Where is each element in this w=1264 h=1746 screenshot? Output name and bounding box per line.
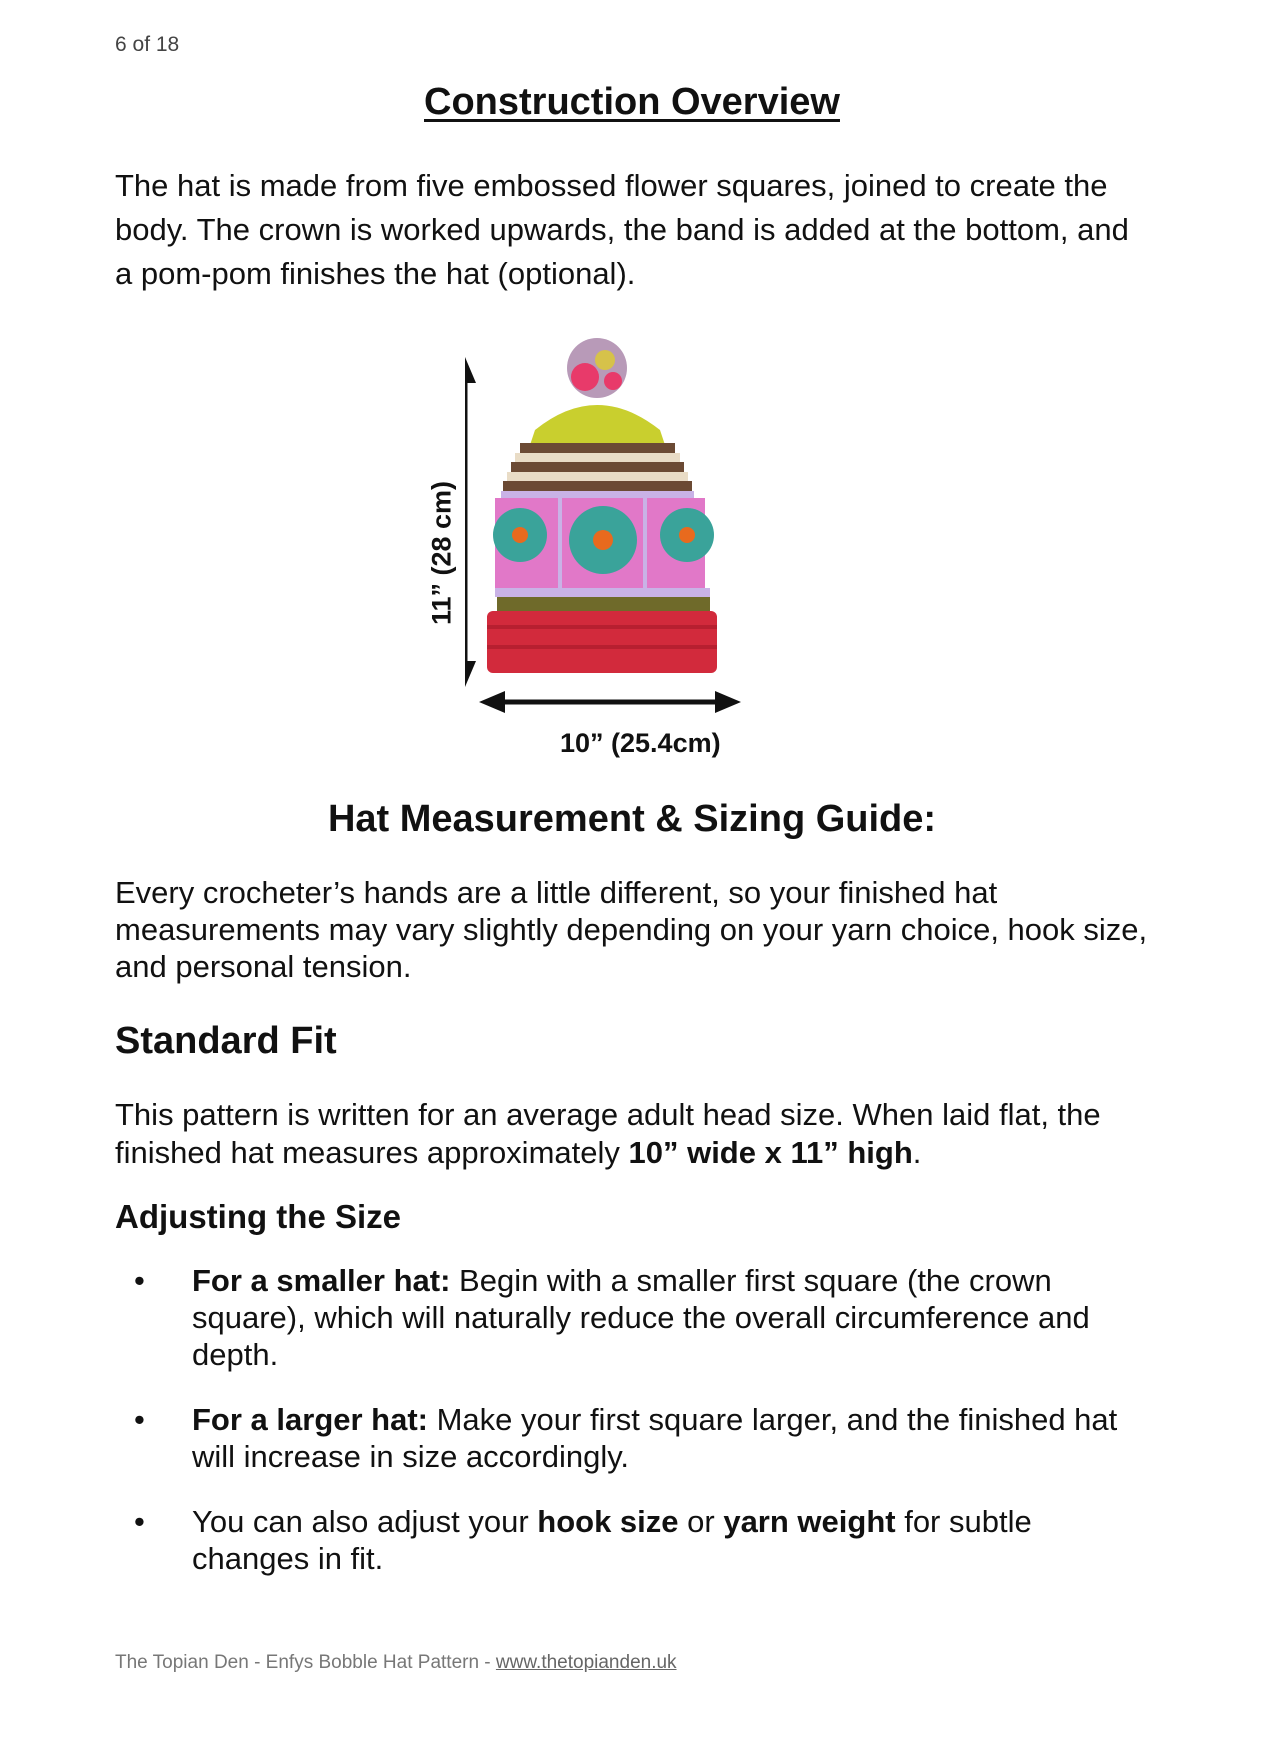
height-label: 11” (28 cm)	[426, 480, 457, 626]
sizing-guide-text: Every crocheter’s hands are a little different, so your finished hat measurements may vary slightly depending on your yarn choice, hook size, and personal tension.	[115, 875, 1148, 984]
standard-fit-text-b: .	[912, 1135, 922, 1170]
adjusting-size-heading: Adjusting the Size	[115, 1198, 402, 1235]
flower-squares	[493, 498, 714, 588]
bullet-icon: •	[134, 1402, 145, 1437]
hat-drawing	[465, 335, 810, 770]
width-label: 10” (25.4cm)	[560, 728, 721, 758]
sizing-guide-heading: Hat Measurement & Sizing Guide:	[327, 798, 937, 840]
yarn-weight-label: yarn weight	[723, 1504, 896, 1539]
bullet-icon: •	[134, 1504, 145, 1539]
height-arrow	[465, 357, 476, 687]
page-number: 6 of 18	[115, 33, 180, 56]
intro-paragraph: The hat is made from five embossed flower squares, joined to create the body. The crown is worked upwards, the band is added at the bottom, and a pom-pom finishes the hat (optional).	[115, 168, 1129, 291]
olive-row	[497, 597, 710, 611]
larger-hat-label: For a larger hat:	[192, 1402, 428, 1437]
bullet-icon: •	[134, 1263, 145, 1298]
list-item-larger	[134, 1401, 1152, 1475]
list-item-adjust	[134, 1503, 1152, 1577]
footer-website-link[interactable]: www.thetopianden.uk	[495, 1652, 677, 1673]
lilac-row	[495, 588, 710, 597]
standard-fit-measurement: 10” wide x 11” high	[628, 1135, 913, 1170]
standard-fit-heading: Standard Fit	[115, 1020, 337, 1062]
pompom	[567, 338, 627, 398]
smaller-hat-text: Begin with a smaller first square (the crown square), which will naturally reduce the overall circumference and depth.	[192, 1263, 1090, 1372]
adjust-text-2: or	[678, 1504, 724, 1539]
hook-size-label: hook size	[537, 1504, 679, 1539]
hat-illustration	[465, 335, 810, 770]
crown-yellow	[530, 405, 665, 445]
hat-band	[487, 611, 717, 673]
larger-hat-text: Make your first square larger, and the finished hat will increase in size accordingly.	[192, 1402, 1118, 1474]
list-item-smaller	[134, 1262, 1152, 1373]
width-arrow	[479, 691, 741, 713]
page-title: Construction Overview	[424, 81, 840, 123]
adjust-text-1: You can also adjust your	[192, 1504, 538, 1539]
adjust-text-3: for subtle changes in fit.	[192, 1504, 1032, 1576]
smaller-hat-label: For a smaller hat:	[192, 1263, 451, 1298]
crown-stripes	[501, 443, 694, 498]
page-footer	[115, 1652, 677, 1674]
standard-fit-text	[115, 1096, 1175, 1172]
standard-fit-text-a: This pattern is written for an average adult head size. When laid flat, the finished hat measures approximately	[115, 1097, 1101, 1170]
footer-text: The Topian Den - Enfys Bobble Hat Pattern -	[115, 1652, 496, 1673]
